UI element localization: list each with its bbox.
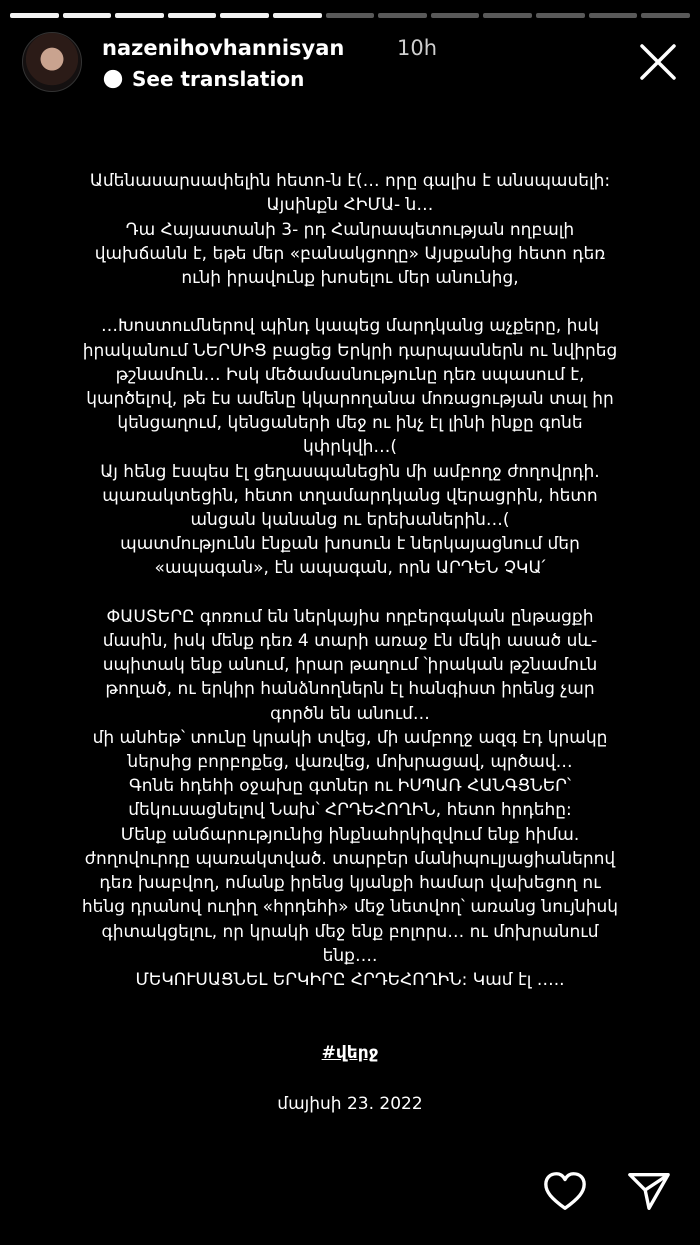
progress-segment <box>168 13 217 18</box>
progress-segment <box>115 13 164 18</box>
heart-icon[interactable] <box>542 1169 588 1213</box>
story-text <box>30 145 670 1065</box>
username[interactable]: nazenihovhannisyan <box>102 36 345 60</box>
story-text-body: Ամենասարսափելին հետո-ն է(… որը գալիս է անսպասելի: Այսինքն ՀԻՄԱ- ն… Դա Հայաստանի 3- րդ Հանրապետության ողբալի վախճանն է, եթե մեր «բանակցողը» Այսքանից հետո դեռ ունի իրավունք խոսելու մեր անունից, …Խոստումներով պինդ կապեց մարդկանց աչքերը, իսկ իրականում ՆԵՐՍԻՑ բացեց Երկրի դարպասներն ու նվիրեց թշնամուն… Իսկ մեծամասնությունը դեռ սպասում է, կարծելով, թե էս ամենը կկարողանա մոռացության տալ իր կենցաղում, կենցաների մեջ ու ինչ էլ լինի ինքը գոնե կփրկվի…( Այ հենց էսպես էլ ցեղասպանեցին մի ամբողջ ժողովրդի. պառակտեցին, հետո տղամարդկանց վերացրին, հետո անցան կանանց ու երեխաներին…( պատմությունն էնքան խոսուն է ներկայացնում մեր «ապագան», էն ապագան, որն ԱՐԴԵՆ ՉԿԱ՛ ՓԱՍՏԵՐԸ գոռում են ներկայիս ողբերգական ընթացքի մասին, իսկ մենք դեռ 4 տարի առաջ էն մեկի ասած սև- սպիտակ ենք անում, իրար թաղում ՝իրական թշնամուն թողած, ու երկիր հանձնողներն էլ հանգիստ իրենց չար գործն են անում… մի անհեթ՝ տունը կրակի տվեց, մի ամբողջ ազգ էդ կրակը ներսից բորբոքեց, վառվեց, մոխրացավ, պրծավ… Գոնե հդեհի օջախը գտներ ու ԻՍՊԱՌ ՀԱՆԳՑՆԵՐ՝ մեկուսացնելով Նախ՝ ՀՐԴԵՀՈՂԻՆ, հետո հրդեհը: Մենք անճարությունից ինքնահրկիզվում ենք հիմա. ժողովուրդը պառակտված. տարբեր մանիպուլյացիաներով դեռ խաբվող, ոմանք իրենց կյանքի համար վախեցող ու հենց դրանով ուղիղ «հրդեհի» մեջ նետվող՝ առանց նույնիսկ գիտակցելու, որ կրակի մեջ ենք բոլորս… ու մոխրանում ենք…. ՄԵԿՈՒՍԱՑՆԵԼ ԵՐԿԻՐԸ ՀՐԴԵՀՈՂԻՆ: Կամ էլ ….. <box>81 171 619 990</box>
progress-segment <box>326 13 375 18</box>
progress-segment <box>220 13 269 18</box>
progress-segment <box>589 13 638 18</box>
progress-segment <box>378 13 427 18</box>
see-translation-link[interactable] <box>102 67 304 91</box>
post-date: մայիսի 23. 2022 <box>277 1094 423 1114</box>
progress-segment <box>431 13 480 18</box>
see-translation-label: See translation <box>132 67 305 91</box>
progress-segment <box>63 13 112 18</box>
story-actions <box>542 1169 672 1213</box>
story-progress-bar <box>10 13 690 18</box>
post-time: 10h <box>397 36 438 60</box>
progress-segment <box>483 13 532 18</box>
progress-segment <box>536 13 585 18</box>
progress-segment <box>10 13 59 18</box>
avatar[interactable] <box>22 32 82 92</box>
translate-icon <box>102 68 124 90</box>
progress-segment <box>641 13 690 18</box>
close-icon[interactable] <box>636 40 680 84</box>
hashtag-link[interactable]: #վերջ <box>321 1042 379 1063</box>
send-icon[interactable] <box>626 1169 672 1213</box>
progress-segment <box>273 13 322 18</box>
story-header <box>22 32 680 96</box>
